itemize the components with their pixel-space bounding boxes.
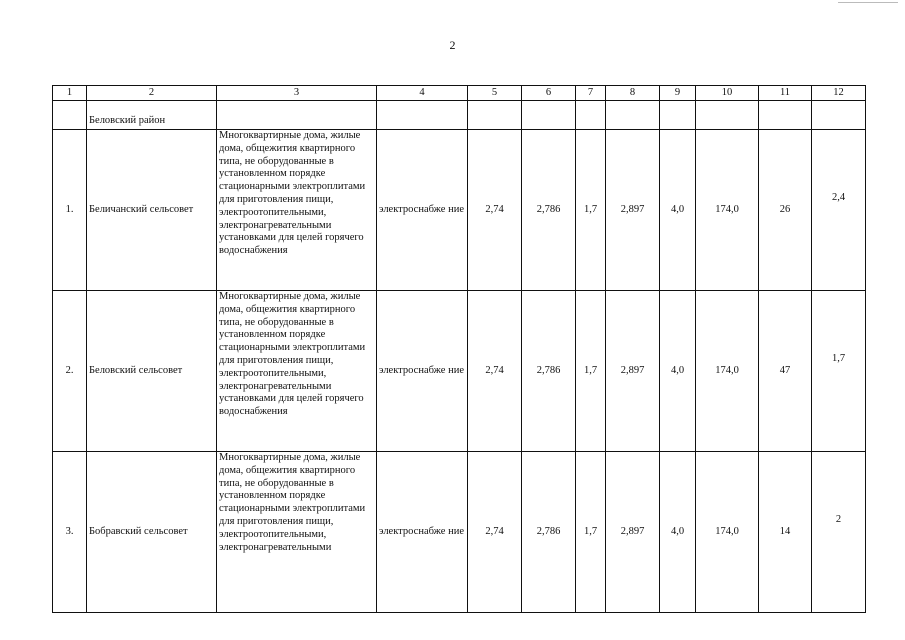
row-number: 3. xyxy=(53,452,87,613)
service-type: электроснабже ние xyxy=(377,291,468,452)
value-col-7: 1,7 xyxy=(576,130,606,291)
row-number: 1. xyxy=(53,130,87,291)
column-header: 11 xyxy=(759,86,812,101)
column-header: 6 xyxy=(522,86,576,101)
value-col-7: 1,7 xyxy=(576,452,606,613)
column-header: 2 xyxy=(87,86,217,101)
value-col-9: 4,0 xyxy=(660,130,696,291)
value-col-10: 174,0 xyxy=(696,452,759,613)
region-row xyxy=(53,101,866,130)
value-col-10: 174,0 xyxy=(696,291,759,452)
table-row xyxy=(53,452,866,613)
column-header: 8 xyxy=(606,86,660,101)
row-number: 2. xyxy=(53,291,87,452)
column-header: 5 xyxy=(468,86,522,101)
value-col-6: 2,786 xyxy=(522,130,576,291)
column-header: 1 xyxy=(53,86,87,101)
value-col-5: 2,74 xyxy=(468,291,522,452)
consumer-category: Многоквартирные дома, жилые дома, общежития квартирного типа, не оборудованные в установленном порядке стационарными электроплитами для приготовления пищи, электроотопительными, электронагревательными xyxy=(219,452,366,553)
value-col-5: 2,74 xyxy=(468,130,522,291)
value-col-6: 2,786 xyxy=(522,291,576,452)
value-col-11: 14 xyxy=(759,452,812,613)
value-col-12 xyxy=(812,291,866,452)
column-header: 10 xyxy=(696,86,759,101)
value-col-11: 47 xyxy=(759,291,812,452)
value-col-10: 174,0 xyxy=(696,130,759,291)
value-col-9: 4,0 xyxy=(660,452,696,613)
value-col-11: 26 xyxy=(759,130,812,291)
region-name: Беловский район xyxy=(87,101,217,130)
value-col-7: 1,7 xyxy=(576,291,606,452)
settlement-name: Беловский сельсовет xyxy=(87,291,217,452)
value-col-8: 2,897 xyxy=(606,291,660,452)
settlement-name: Бобравский сельсовет xyxy=(87,452,217,613)
column-header: 7 xyxy=(576,86,606,101)
column-header: 12 xyxy=(812,86,866,101)
table-row xyxy=(53,291,866,452)
value-col-12 xyxy=(812,452,866,613)
value-col-8: 2,897 xyxy=(606,130,660,291)
page-number: 2 xyxy=(449,38,456,52)
service-type: электроснабже ние xyxy=(377,452,468,613)
service-type: электроснабже ние xyxy=(377,130,468,291)
consumer-category: Многоквартирные дома, жилые дома, общежития квартирного типа, не оборудованные в установленном порядке стационарными электроплитами для приготовления пищи, электроотопительными, электронагревательными установками для целей горячего водоснабжения xyxy=(217,130,377,291)
table-row xyxy=(53,130,866,291)
value-col-5: 2,74 xyxy=(468,452,522,613)
consumer-category: Многоквартирные дома, жилые дома, общежития квартирного типа, не оборудованные в установленном порядке стационарными электроплитами для приготовления пищи, электроотопительными, электронагревательными установками для целей горячего водоснабжения xyxy=(217,291,377,452)
value-col-8: 2,897 xyxy=(606,452,660,613)
value-col-9: 4,0 xyxy=(660,291,696,452)
value-col-12 xyxy=(812,130,866,291)
column-header: 9 xyxy=(660,86,696,101)
value-col-12-text: 1,7 xyxy=(831,352,846,364)
settlement-name: Беличанский сельсовет xyxy=(87,130,217,291)
value-col-12-text: 2,4 xyxy=(831,191,846,203)
column-number-row xyxy=(53,86,866,101)
column-header: 3 xyxy=(217,86,377,101)
tariff-table xyxy=(52,85,866,613)
column-header: 4 xyxy=(377,86,468,101)
value-col-12-text: 2 xyxy=(835,513,842,525)
consumer-category-cell xyxy=(217,452,377,613)
value-col-6: 2,786 xyxy=(522,452,576,613)
scan-edge-mark xyxy=(838,2,898,3)
